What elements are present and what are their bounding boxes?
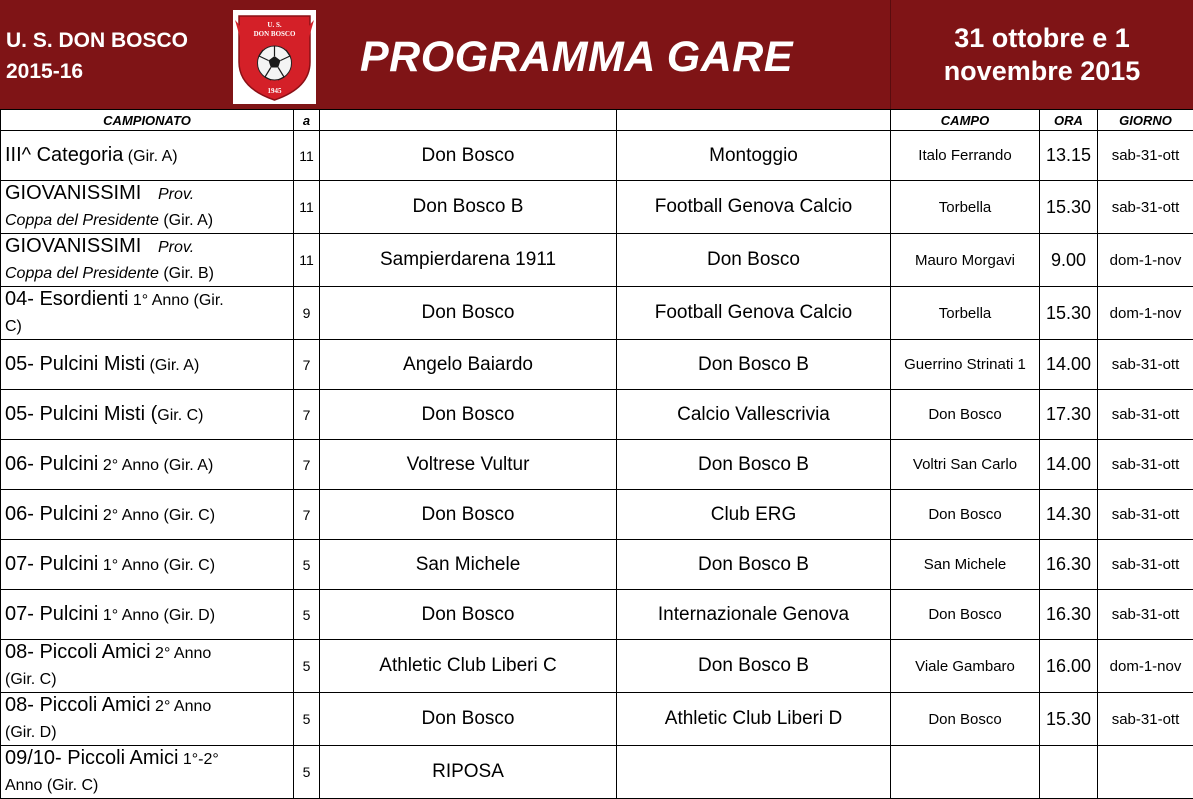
campionato-line1 (5, 602, 293, 628)
cell-round: 5 (294, 640, 320, 693)
campionato-line1 (5, 234, 293, 260)
cell-home-team: Angelo Baiardo (320, 340, 617, 390)
cell-giorno: sab-31-ott (1098, 540, 1193, 590)
cell-giorno: dom-1-nov (1098, 287, 1193, 340)
date-line2: novembre 2015 (891, 55, 1193, 88)
cell-ora: 9.00 (1040, 234, 1098, 287)
column-header-row (1, 110, 1193, 131)
cell-round: 7 (294, 340, 320, 390)
col-header-a: a (294, 110, 320, 131)
cell-campionato (1, 234, 294, 287)
cell-campo: Don Bosco (891, 390, 1040, 440)
cell-campo: Mauro Morgavi (891, 234, 1040, 287)
cell-home-team: Don Bosco (320, 131, 617, 181)
cell-away-team: Football Genova Calcio (617, 181, 891, 234)
campionato-group: (Gir. D) (5, 724, 57, 741)
cell-ora (1040, 746, 1098, 799)
cell-round: 7 (294, 390, 320, 440)
cell-giorno: dom-1-nov (1098, 234, 1193, 287)
campionato-line1 (5, 352, 293, 378)
table-row (1, 540, 1193, 590)
event-dates (891, 22, 1193, 88)
campionato-line2 (5, 666, 293, 692)
campionato-detail: 2° Anno (151, 645, 212, 662)
cell-ora: 14.00 (1040, 340, 1098, 390)
campionato-group: (Gir. B) (159, 265, 214, 282)
campionato-line2 (5, 260, 293, 286)
club-logo (233, 10, 316, 104)
cell-home-team: Athletic Club Liberi C (320, 640, 617, 693)
cell-round: 5 (294, 746, 320, 799)
cell-away-team: Internazionale Genova (617, 590, 891, 640)
cell-round: 11 (294, 181, 320, 234)
campionato-main: 05- Pulcini Misti ( (5, 403, 157, 425)
col-header-ora: ORA (1040, 110, 1098, 131)
table-row (1, 746, 1193, 799)
logo-name-text: DON BOSCO (254, 30, 296, 38)
campionato-line1 (5, 287, 293, 313)
cell-home-team: Don Bosco (320, 390, 617, 440)
cell-home-team: Don Bosco (320, 287, 617, 340)
cell-away-team: Calcio Vallescrivia (617, 390, 891, 440)
campionato-group: (Gir. C) (5, 671, 57, 688)
cell-giorno: sab-31-ott (1098, 440, 1193, 490)
campionato-line2 (5, 772, 293, 798)
cell-campo: San Michele (891, 540, 1040, 590)
cell-campionato (1, 746, 294, 799)
football-shield-logo-icon (233, 10, 316, 104)
cell-campionato (1, 181, 294, 234)
cell-giorno: dom-1-nov (1098, 640, 1193, 693)
cell-campo: Guerrino Strinati 1 (891, 340, 1040, 390)
cell-away-team: Don Bosco B (617, 440, 891, 490)
campionato-line2 (5, 719, 293, 745)
table-row (1, 440, 1193, 490)
cell-round: 7 (294, 440, 320, 490)
cell-away-team: Montoggio (617, 131, 891, 181)
campionato-line1 (5, 452, 293, 478)
campionato-line1 (5, 143, 293, 169)
table-row (1, 234, 1193, 287)
campionato-main: GIOVANISSIMI (5, 182, 141, 204)
cell-campionato (1, 287, 294, 340)
cell-home-team: Don Bosco (320, 693, 617, 746)
logo-top-text: U. S. (267, 21, 281, 29)
cell-away-team: Don Bosco B (617, 640, 891, 693)
cell-campo: Don Bosco (891, 590, 1040, 640)
club-name (6, 25, 188, 87)
cell-home-team: Don Bosco (320, 590, 617, 640)
cell-campionato (1, 590, 294, 640)
cell-giorno (1098, 746, 1193, 799)
cell-away-team (617, 746, 891, 799)
campionato-cup: Coppa del Presidente (5, 265, 159, 282)
cell-away-team: Don Bosco B (617, 340, 891, 390)
cell-campionato (1, 693, 294, 746)
col-header-home (320, 110, 617, 131)
campionato-main: III^ Categoria (5, 144, 123, 166)
cell-giorno: sab-31-ott (1098, 590, 1193, 640)
campionato-main: 07- Pulcini (5, 603, 98, 625)
campionato-main: 06- Pulcini (5, 453, 98, 475)
cell-home-team: Don Bosco B (320, 181, 617, 234)
campionato-detail: 1° Anno (Gir. (128, 292, 223, 309)
cell-ora: 14.30 (1040, 490, 1098, 540)
cell-campionato (1, 390, 294, 440)
club-name-line1: U. S. DON BOSCO (6, 25, 188, 56)
table-row (1, 181, 1193, 234)
cell-away-team: Club ERG (617, 490, 891, 540)
campionato-line2 (5, 313, 293, 339)
campionato-detail: (Gir. A) (123, 148, 177, 165)
campionato-main: 04- Esordienti (5, 288, 128, 310)
campionato-detail: 1° Anno (Gir. C) (98, 557, 215, 574)
cell-home-team: RIPOSA (320, 746, 617, 799)
cell-round: 5 (294, 693, 320, 746)
campionato-main: 09/10- Piccoli Amici (5, 747, 178, 769)
campionato-main: 07- Pulcini (5, 553, 98, 575)
schedule-table (0, 109, 1193, 799)
campionato-main: 06- Pulcini (5, 503, 98, 525)
cell-campo: Don Bosco (891, 693, 1040, 746)
cell-campo: Viale Gambaro (891, 640, 1040, 693)
cell-giorno: sab-31-ott (1098, 390, 1193, 440)
table-row (1, 490, 1193, 540)
cell-round: 9 (294, 287, 320, 340)
campionato-line1 (5, 640, 293, 666)
campionato-line1 (5, 746, 293, 772)
cell-away-team: Don Bosco (617, 234, 891, 287)
cell-ora: 15.30 (1040, 181, 1098, 234)
campionato-cup: Coppa del Presidente (5, 212, 159, 229)
cell-campionato (1, 340, 294, 390)
cell-giorno: sab-31-ott (1098, 131, 1193, 181)
cell-home-team: Voltrese Vultur (320, 440, 617, 490)
cell-giorno: sab-31-ott (1098, 693, 1193, 746)
cell-campionato (1, 490, 294, 540)
cell-ora: 16.30 (1040, 590, 1098, 640)
campionato-detail: 2° Anno (151, 698, 212, 715)
campionato-line1 (5, 693, 293, 719)
col-header-giorno: GIORNO (1098, 110, 1193, 131)
logo-year-text: 1945 (268, 87, 283, 95)
cell-campo: Italo Ferrando (891, 131, 1040, 181)
campionato-detail: (Gir. A) (145, 357, 199, 374)
cell-home-team: Sampierdarena 1911 (320, 234, 617, 287)
campionato-main: 08- Piccoli Amici (5, 694, 151, 716)
col-header-campo: CAMPO (891, 110, 1040, 131)
campionato-group: C) (5, 318, 22, 335)
cell-away-team: Football Genova Calcio (617, 287, 891, 340)
campionato-group: Anno (Gir. C) (5, 777, 98, 794)
cell-round: 11 (294, 131, 320, 181)
campionato-line1 (5, 402, 293, 428)
cell-round: 5 (294, 590, 320, 640)
cell-campo: Voltri San Carlo (891, 440, 1040, 490)
cell-giorno: sab-31-ott (1098, 490, 1193, 540)
table-row (1, 390, 1193, 440)
campionato-line1 (5, 181, 293, 207)
campionato-line1 (5, 502, 293, 528)
cell-campo: Don Bosco (891, 490, 1040, 540)
cell-ora: 14.00 (1040, 440, 1098, 490)
campionato-line2 (5, 207, 293, 233)
campionato-main: 05- Pulcini Misti (5, 353, 145, 375)
cell-campionato (1, 440, 294, 490)
cell-campo: Torbella (891, 287, 1040, 340)
cell-ora: 17.30 (1040, 390, 1098, 440)
col-header-away (617, 110, 891, 131)
campionato-detail: 1° Anno (Gir. D) (98, 607, 215, 624)
cell-home-team: San Michele (320, 540, 617, 590)
cell-ora: 15.30 (1040, 287, 1098, 340)
cell-campionato (1, 131, 294, 181)
club-season: 2015-16 (6, 56, 188, 87)
cell-giorno: sab-31-ott (1098, 340, 1193, 390)
campionato-line1 (5, 552, 293, 578)
page-header (0, 0, 1193, 109)
table-row (1, 131, 1193, 181)
cell-ora: 13.15 (1040, 131, 1098, 181)
campionato-detail: 2° Anno (Gir. C) (98, 507, 215, 524)
campionato-prov: Prov. (158, 186, 194, 203)
campionato-detail: 2° Anno (Gir. A) (98, 457, 213, 474)
table-row (1, 640, 1193, 693)
table-row (1, 287, 1193, 340)
cell-round: 11 (294, 234, 320, 287)
cell-away-team: Don Bosco B (617, 540, 891, 590)
table-row (1, 693, 1193, 746)
cell-giorno: sab-31-ott (1098, 181, 1193, 234)
campionato-main: GIOVANISSIMI (5, 235, 141, 257)
campionato-prov: Prov. (158, 239, 194, 256)
campionato-detail: 1°-2° (178, 751, 218, 768)
col-header-campionato: CAMPIONATO (1, 110, 294, 131)
cell-campo (891, 746, 1040, 799)
campionato-main: 08- Piccoli Amici (5, 641, 151, 663)
table-row (1, 340, 1193, 390)
cell-round: 5 (294, 540, 320, 590)
page-title: PROGRAMMA GARE (360, 33, 793, 82)
cell-campo: Torbella (891, 181, 1040, 234)
table-row (1, 590, 1193, 640)
campionato-group: (Gir. A) (159, 212, 213, 229)
cell-away-team: Athletic Club Liberi D (617, 693, 891, 746)
date-line1: 31 ottobre e 1 (891, 22, 1193, 55)
cell-round: 7 (294, 490, 320, 540)
cell-home-team: Don Bosco (320, 490, 617, 540)
cell-ora: 15.30 (1040, 693, 1098, 746)
cell-ora: 16.00 (1040, 640, 1098, 693)
cell-campionato (1, 540, 294, 590)
cell-campionato (1, 640, 294, 693)
cell-ora: 16.30 (1040, 540, 1098, 590)
campionato-detail: Gir. C) (157, 407, 203, 424)
